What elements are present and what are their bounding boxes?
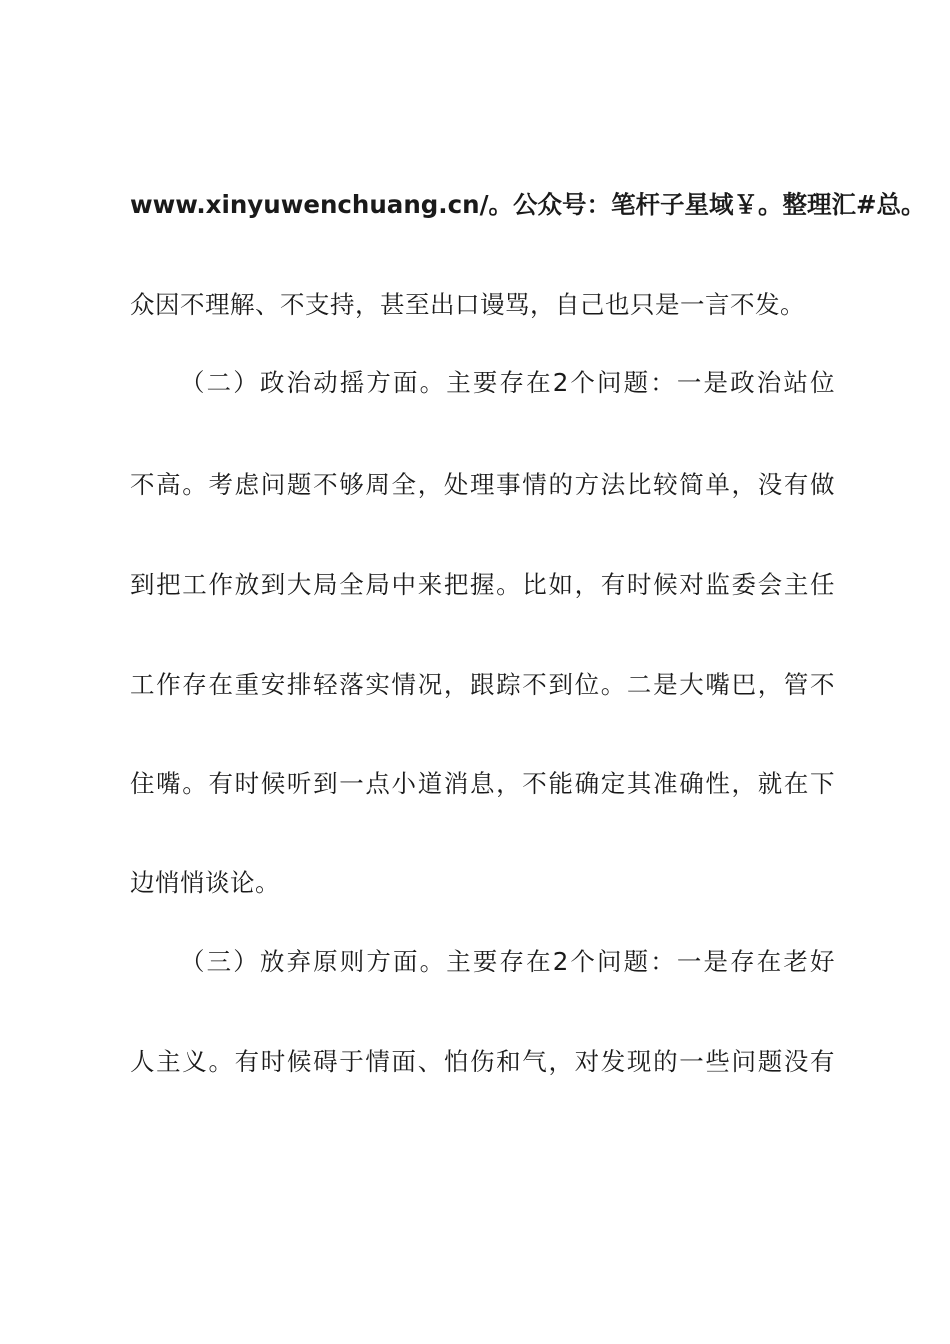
text-line: 到把工作放到大局全局中来把握。比如，有时候对监委会主任 [130,570,835,599]
section-heading-line: （二）政治动摇方面。主要存在2个问题：一是政治站位 [180,368,835,397]
text-line: 工作存在重安排轻落实情况，跟踪不到位。二是大嘴巴，管不 [130,670,835,699]
text-line: 住嘴。有时候听到一点小道消息，不能确定其准确性，就在下 [130,769,835,798]
text-line: 众因不理解、不支持，甚至出口谩骂，自己也只是一言不发。 [130,290,805,319]
text-line: 人主义。有时候碍于情面、怕伤和气，对发现的一些问题没有 [130,1047,835,1076]
section-heading-line: （三）放弃原则方面。主要存在2个问题：一是存在老好 [180,947,835,976]
text-line: 边悄悄谈论。 [130,868,280,897]
text-line: 不高。考虑问题不够周全，处理事情的方法比较简单，没有做 [130,470,835,499]
header-watermark-line: www.xinyuwenchuang.cn/。公众号：笔杆子星域￥。整理汇#总。 [130,190,926,219]
